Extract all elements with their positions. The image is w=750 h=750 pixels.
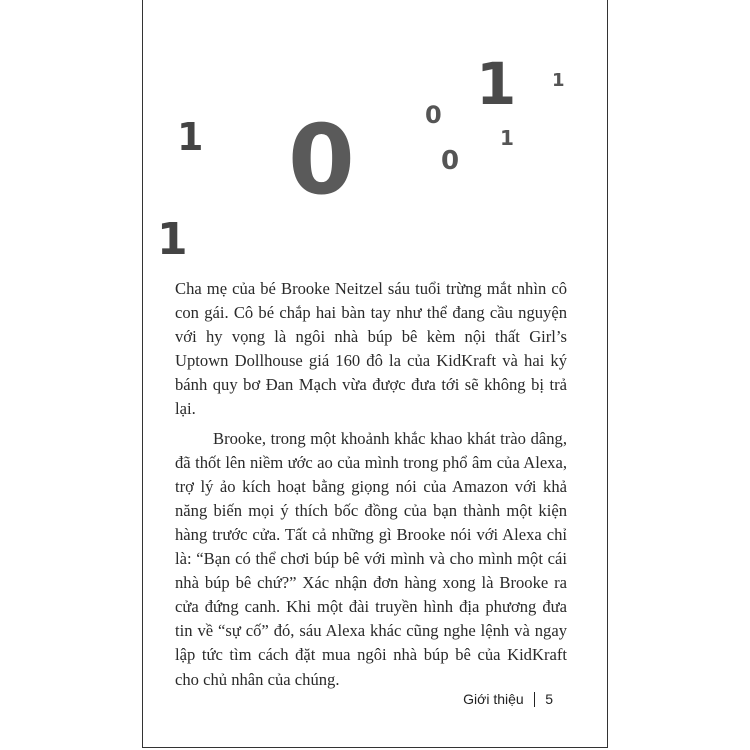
section-title: Giới thiệu xyxy=(463,691,524,707)
decor-digit-one-small-right: 1 xyxy=(552,70,565,91)
decor-digit-one-left-lower: 1 xyxy=(157,214,188,265)
page-number: 5 xyxy=(545,691,553,707)
paragraph-2: Brooke, trong một khoảnh khắc khao khát trào dâng, đã thốt lên niềm ước ao của mình trong phổ âm của Alexa, trợ lý ảo kích hoạt bằng giọng nói của Amazon với khả năng biến mọi ý thích bốc đồng của bạn thành một kiện hàng trước cửa. Tất cả những gì Brooke nói với Alexa chỉ là: “Bạn có thể chơi búp bê với mình và cho mình một cái nhà búp bê chứ?” Xác nhận đơn hàng xong là Brooke ra cửa đứng canh. Khi một đài truyền hình địa phương đưa tin về “sự cố” đó, sáu Alexa khác cũng nghe lệnh và ngay lập tức tìm cách đặt mua ngôi nhà búp bê của KidKraft cho chủ nhân của chúng. xyxy=(175,428,567,689)
decor-digit-zero-large: 0 xyxy=(288,104,355,216)
decor-digit-one-small-middle: 1 xyxy=(500,126,514,150)
decor-digit-one-large: 1 xyxy=(476,50,517,118)
footer-divider xyxy=(534,692,536,707)
paragraph-1: Cha mẹ của bé Brooke Neitzel sáu tuổi trừng mắt nhìn cô con gái. Cô bé chắp hai bàn tay như thể đang cầu nguyện với hy vọng là ngôi nhà búp bê kèm nội thất Girl’s Uptown Dollhouse giá 160 đô la của KidKraft và hai ký bánh quy bơ Đan Mạch vừa được đưa tới sẽ không bị trả lại. xyxy=(175,279,567,419)
page-footer xyxy=(463,691,553,707)
body-text xyxy=(175,277,567,692)
decor-digit-one-left-upper: 1 xyxy=(177,115,204,159)
decor-digit-zero-small-upper: 0 xyxy=(425,101,442,129)
decor-digit-zero-small-lower: 0 xyxy=(441,146,460,176)
book-page xyxy=(142,0,608,748)
